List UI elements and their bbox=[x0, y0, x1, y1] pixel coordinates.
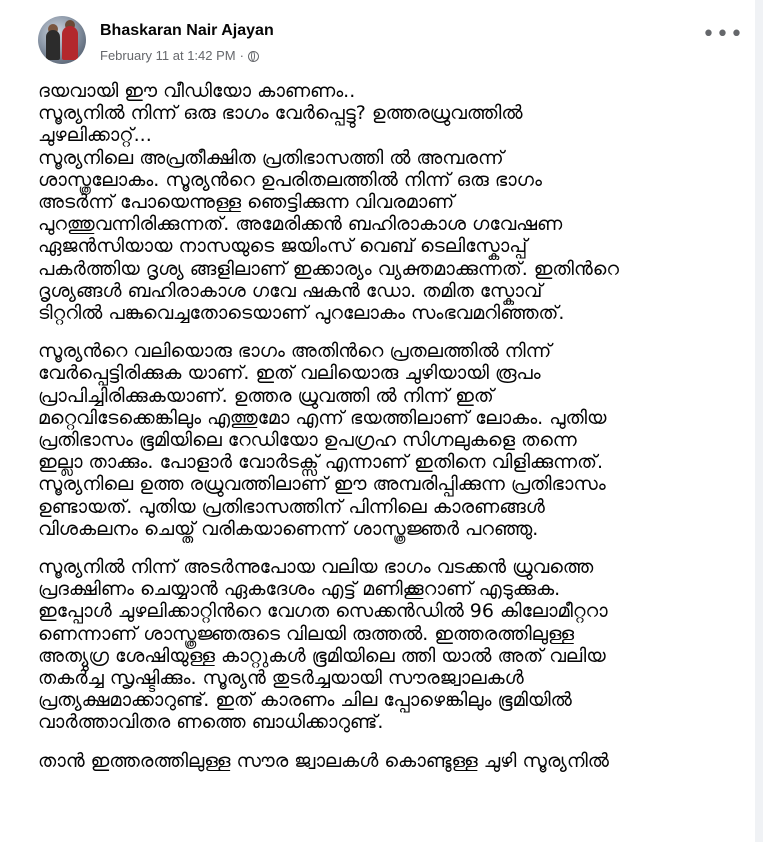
post-paragraph bbox=[38, 340, 738, 540]
post-text-line: ണെന്നാണ് ശാസ്ത്രജ്ഞരുടെ വിലയി രുത്തൽ. ഇത്തരത്തിലുള്ള bbox=[38, 622, 575, 645]
globe-icon[interactable] bbox=[248, 51, 259, 62]
post-text-line: സൂര്യനിലെ ഉത്ത രധ്രുവത്തിലാണ് ഈ അമ്പരിപ്പിക്കുന്ന പ്രതിഭാസം bbox=[38, 473, 606, 496]
post-text-line: ദൃശ്യങ്ങൾ ബഹിരാകാശ ഗവേ ഷകൻ ഡോ. തമിത സ്കോവ് bbox=[38, 279, 543, 302]
post-text-line: ഉണ്ടായത്. പുതിയ പ്രതിഭാസത്തിന് പിന്നിലെ കാരണങ്ങൾ bbox=[38, 495, 545, 518]
post-text-line: പ്രതിഭാസം ഭൂമിയിലെ റേഡിയോ ഉപഗ്രഹ സിഗ്നലുകളെ തന്നെ bbox=[38, 429, 577, 452]
post-text-line: വേർപ്പെട്ടിരിക്കുക യാണ്. ഇത് വലിയൊരു ചുഴിയായി രൂപം bbox=[38, 362, 541, 385]
post-body bbox=[38, 80, 738, 788]
author-avatar[interactable] bbox=[38, 16, 86, 64]
post-text-line: സൂര്യനിലെ അപ്രതീക്ഷിത പ്രതിഭാസത്തി ൽ അമ്പരന്ന് bbox=[38, 146, 504, 169]
post-paragraph bbox=[38, 80, 738, 324]
post-text-line: ടിറ്ററിൽ പങ്കുവെച്ചതോടെയാണ് പുറലോകം സംഭവമറിഞ്ഞത്. bbox=[38, 302, 565, 325]
post-text-line: ചുഴലിക്കാറ്റ്... bbox=[38, 124, 152, 147]
author-name[interactable]: Bhaskaran Nair Ajayan bbox=[100, 22, 274, 39]
post-text-line: ഇല്ലാ താക്കും. പോളാർ വോർടക്സ് എന്നാണ് ഇതിനെ വിളിക്കുന്നത്. bbox=[38, 451, 604, 474]
post-text-line: പുറത്തുവന്നിരിക്കുന്നത്. അമേരിക്കൻ ബഹിരാകാശ ഗവേഷണ bbox=[38, 213, 563, 236]
post-text-line: ദയവായി ഈ വീഡിയോ കാണണം.. bbox=[38, 80, 356, 102]
post-header bbox=[38, 16, 744, 72]
post-meta bbox=[100, 48, 259, 63]
post-text-line: സൂര്യനിൽ നിന്ന് അടർന്നുപോയ വലിയ ഭാഗം വടക്കൻ ധ്രുവത്തെ bbox=[38, 556, 594, 579]
post-paragraph bbox=[38, 556, 738, 734]
post-text-line: വാർത്താവിതര ണത്തെ ബാധിക്കാറുണ്ട്. bbox=[38, 711, 384, 734]
post-text-line: താൻ ഇത്തരത്തിലുള്ള സൗര ജ്വാലകൾ കൊണ്ടുള്ള ചുഴി സൂര്യനിൽ bbox=[38, 749, 609, 772]
post-text-line: ഇപ്പോൾ ചുഴലിക്കാറ്റിന്‍റെ വേഗത സെക്കൻഡിൽ 96 കിലോമീറ്ററാ bbox=[38, 600, 608, 623]
more-options-icon[interactable]: ••• bbox=[702, 22, 744, 47]
post-paragraph bbox=[38, 750, 738, 772]
post-text-line: പകർത്തിയ ദൃശ്യ ങ്ങളിലാണ് ഇക്കാര്യം വ്യക്തമാക്കുന്നത്. ഇതിന്‍റെ bbox=[38, 257, 619, 280]
post-text-line: അത്യുഗ്ര ശേഷിയുള്ള കാറ്റുകൾ ഭൂമിയിലെ ത്തി യാൽ അത് വലിയ bbox=[38, 644, 606, 667]
post-text-line: വിശകലനം ചെയ്ത് വരികയാണെന്ന് ശാസ്ത്രജ്ഞർ പറഞ്ഞു. bbox=[38, 517, 539, 540]
post-text-line: ശാസ്ത്രലോകം. സൂര്യന്‍റെ ഉപരിതലത്തിൽ നിന്ന് ഒരു ഭാഗം bbox=[38, 168, 542, 191]
avatar-person-body bbox=[62, 26, 78, 60]
post-timestamp[interactable]: February 11 at 1:42 PM bbox=[100, 48, 236, 63]
post-text-line: സൂര്യനിൽ നിന്ന് ഒരു ഭാഗം വേർപ്പെട്ടു? ഉത്തരധ്രുവത്തിൽ bbox=[38, 102, 523, 125]
post-text-line: പ്രദക്ഷിണം ചെയ്യാൻ ഏകദേശം എട്ട് മണിക്കൂറാണ് എടുക്കുക. bbox=[38, 578, 561, 601]
post-text-line: സൂര്യന്‍റെ വലിയൊരു ഭാഗം അതിന്‍റെ പ്രതലത്തിൽ നിന്ന് bbox=[38, 340, 552, 363]
post-text-line: തകർച്ച സൃഷ്ടിക്കും. സൂര്യൻ തുടർച്ചയായി സൗരജ്വാലകൾ bbox=[38, 667, 524, 690]
avatar-person-body bbox=[46, 30, 60, 60]
feed-background-edge bbox=[755, 0, 763, 842]
post-text-line: ഏജൻസിയായ നാസയുടെ ജയിംസ് വെബ് ടെലിസ്കോപ്പ് bbox=[38, 235, 528, 258]
post-text-line: പ്രാപിച്ചിരിക്കുകയാണ്. ഉത്തര ധ്രുവത്തി ൽ നിന്ന് ഇത് bbox=[38, 384, 494, 407]
post-text-line: മറ്റെവിടേക്കെങ്കിലും എത്തുമോ എന്ന് ഭയത്തിലാണ് ലോകം. പുതിയ bbox=[38, 406, 607, 429]
post-text-line: അടർന്ന് പോയെന്നുള്ള ഞെട്ടിക്കുന്ന വിവരമാണ് bbox=[38, 191, 455, 214]
meta-separator: · bbox=[239, 48, 244, 63]
post-text-line: പ്രത്യക്ഷമാക്കാറുണ്ട്. ഇത് കാരണം ചില പ്പോഴെങ്കിലും ഭൂമിയിൽ bbox=[38, 689, 572, 712]
